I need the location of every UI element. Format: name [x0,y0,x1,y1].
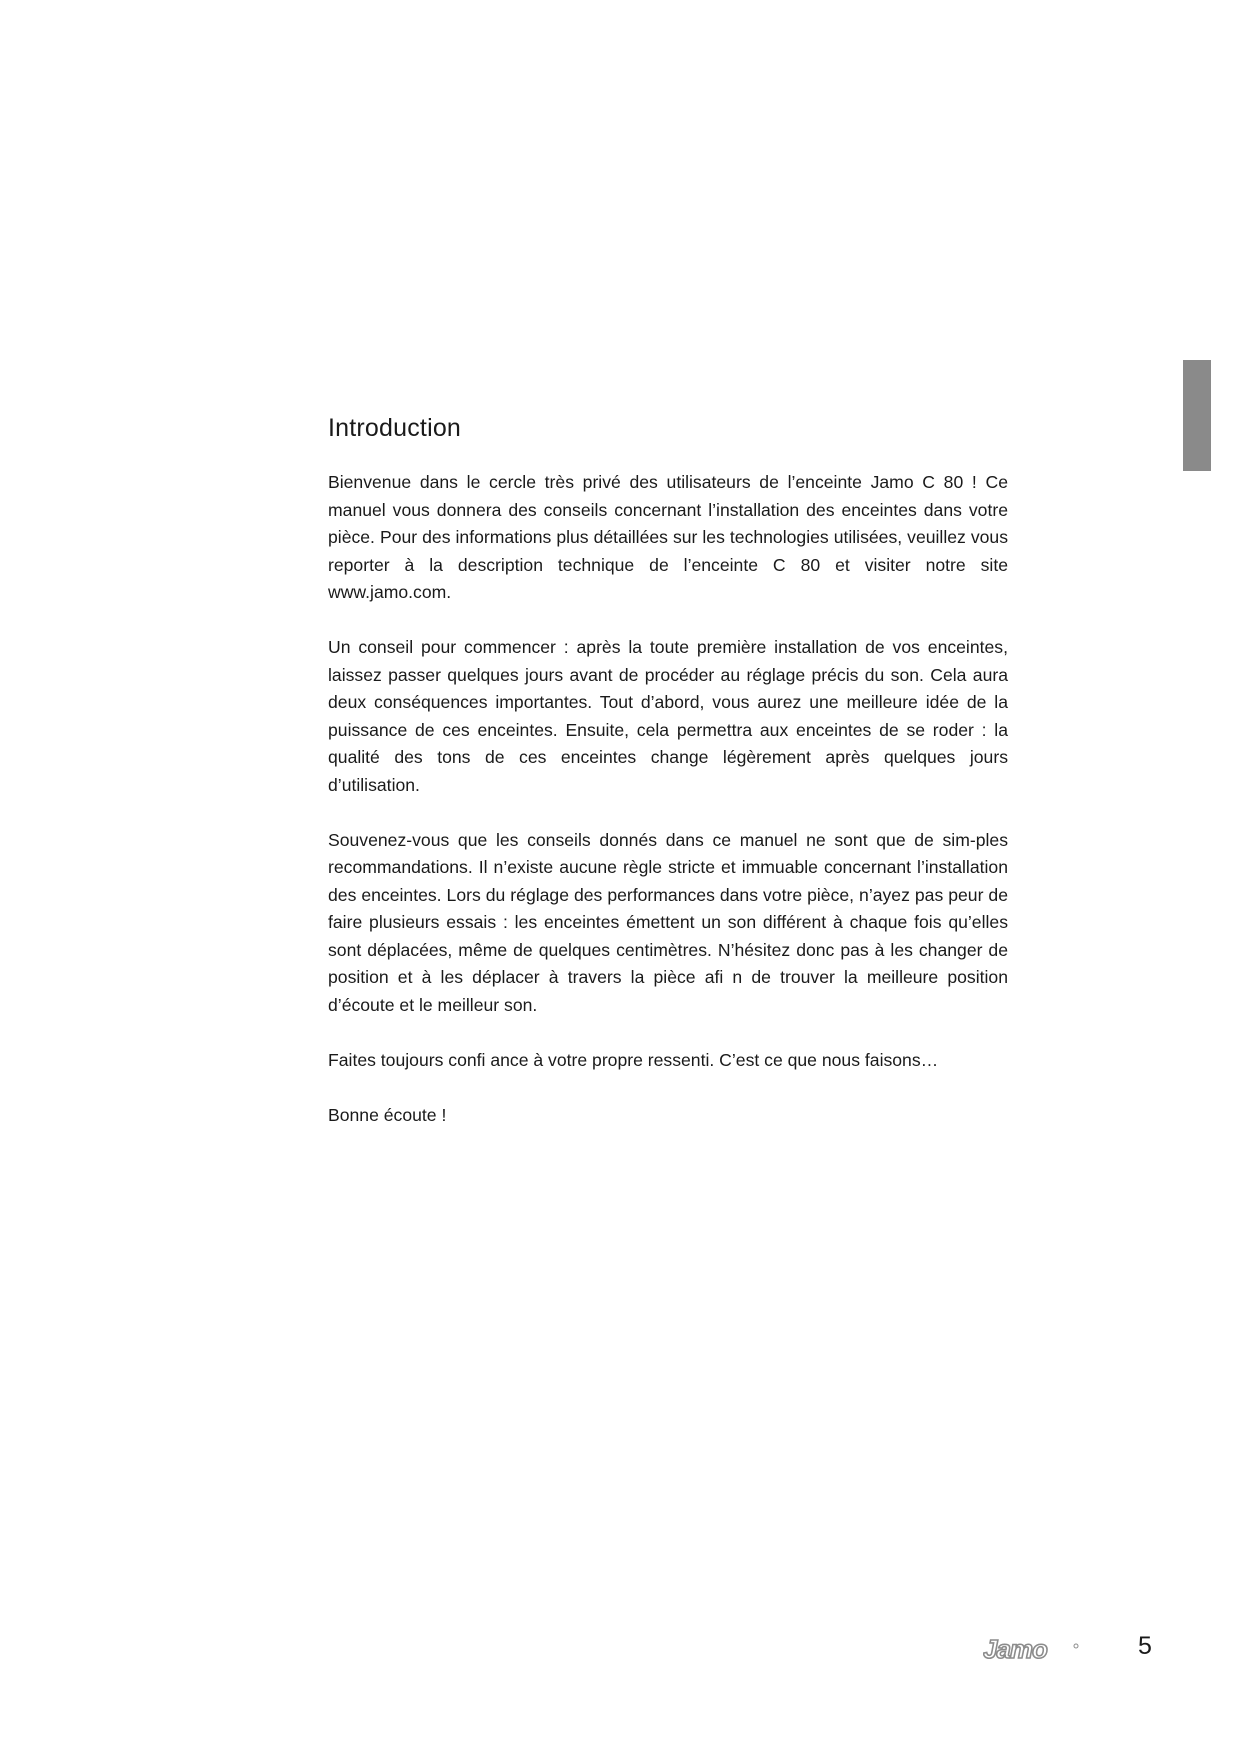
jamo-logo-text: Jamo [983,1636,1047,1664]
page-title: Introduction [328,414,462,442]
paragraph-recommendations: Souvenez-vous que les conseils donnés dans ce manuel ne sont que de sim-ples recommandations. Il n’existe aucune règle stricte et immuable concernant l’installation des enceintes. Lors du réglage des performances dans votre pièce, n’ayez pas peur de faire plusieurs essais : les enceintes émettent un son différent à chaque fois qu’elles sont déplacées, même de quelques centimètres. N’hésitez donc pas à les changer de position et à les déplacer à travers la pièce afi n de trouver la meilleure position d’écoute et le meilleur son. [328,829,1008,1015]
paragraph-closing: Bonne écoute ! [328,1104,447,1125]
section-tab-marker [1183,360,1211,471]
paragraph-welcome: Bienvenue dans le cercle très privé des utilisateurs de l’enceinte Jamo C 80 ! Ce manuel vous donnera des conseils concernant l’installation des enceintes dans votre pièce. Pour des informations plus détaillées sur les technologies utilisées, veuillez vous reporter à la description technique de l’enceinte C 80 et visiter notre site www.jamo.com. [328,472,1008,602]
paragraph-advice: Un conseil pour commencer : après la toute première installation de vos enceintes, laissez passer quelques jours avant de procéder au réglage précis du son. Cela aura deux conséquences importantes. Tout d’abord, vous aurez une meilleure idée de la puissance de ces enceintes. Ensuite, cela permettra aux enceintes de se roder : la qualité des tons de ces enceintes change légèrement après quelques jours d’utilisation. [328,637,1008,795]
jamo-logo [983,1636,1083,1664]
main-content [328,412,1008,1157]
registered-mark-icon [1074,1644,1078,1648]
paragraph-trust: Faites toujours confi ance à votre propre ressenti. C’est ce que nous faisons… [328,1049,939,1070]
page-number: 5 [1138,1632,1152,1660]
